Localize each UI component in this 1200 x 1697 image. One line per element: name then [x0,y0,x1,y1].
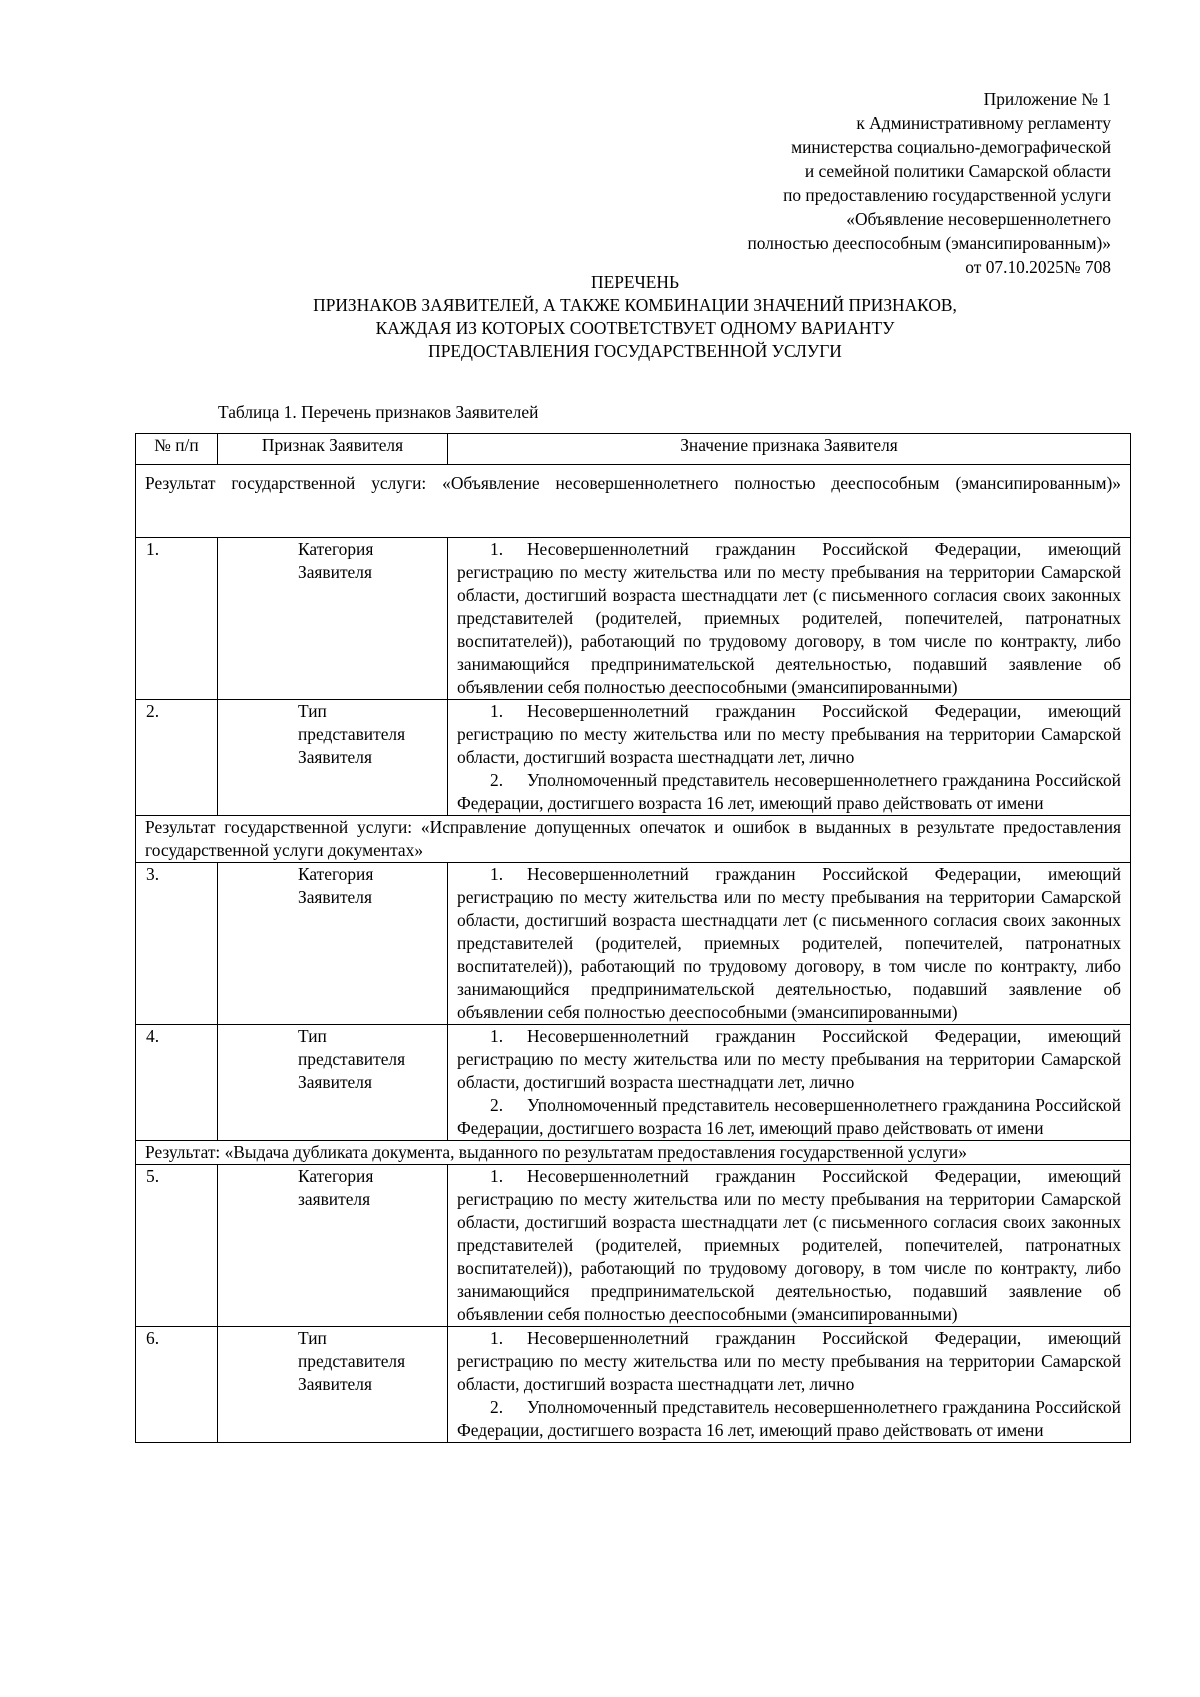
row-attribute: Категория Заявителя [218,863,448,1025]
appendix-line: Приложение № 1 [983,89,1111,109]
item-text: Несовершеннолетний гражданин Российской Федерации, имеющий регистрацию по месту жительства или по месту пребывания на территории Самарской области, достигший возраста шестнадцати лет (с письменного согласия своих законных представителей (родителей, приемных родителей, попечителей, патронатных воспитателей)), работающий по трудовому договору, в том числе по контракту, либо занимающийся предпринимательской деятельностью, подавший заявление об объявлении себя полностью дееспособными (эмансипированными) [457,539,1121,697]
item-text: Несовершеннолетний гражданин Российской Федерации, имеющий регистрацию по месту жительства или по месту пребывания на территории Самарской области, достигший возраста шестнадцати лет, лично [457,1026,1121,1092]
item-number: 1. [490,864,504,884]
row-value [448,1327,1131,1443]
appendix-line: к Административному регламенту [856,113,1111,133]
value-item [457,1025,1121,1094]
item-number: 1. [490,701,504,721]
table-header-row [136,434,1131,465]
table-caption: Таблица 1. Перечень признаков Заявителей [218,402,539,422]
item-text: Уполномоченный представитель несовершеннолетнего гражданина Российской Федерации, достигшего возраста 16 лет, имеющий право действовать от имени [457,770,1121,813]
row-number: 5. [136,1165,218,1327]
item-number: 2. [490,770,504,790]
table-row [136,1165,1131,1327]
header-attribute: Признак Заявителя [218,434,448,465]
table-row [136,1025,1131,1141]
section-row [136,465,1131,538]
item-number: 1. [490,1328,504,1348]
item-number: 2. [490,1397,504,1417]
section-row [136,816,1131,863]
title-line: КАЖДАЯ ИЗ КОТОРЫХ СООТВЕТСТВУЕТ ОДНОМУ ВАРИАНТУ [375,318,895,338]
appendix-line: полностью дееспособным (эмансипированным)» [747,233,1111,253]
item-text: Несовершеннолетний гражданин Российской Федерации, имеющий регистрацию по месту жительства или по месту пребывания на территории Самарской области, достигший возраста шестнадцати лет, лично [457,701,1121,767]
applicant-attributes-table [135,433,1131,1443]
appendix-line: министерства социально-демографической [791,137,1111,157]
row-number: 1. [136,538,218,700]
row-number: 2. [136,700,218,816]
value-item [457,1327,1121,1396]
section-title: Результат государственной услуги: «Объявление несовершеннолетнего полностью дееспособным (эмансипированным)» [136,465,1131,538]
item-number: 2. [490,1095,504,1115]
item-text: Уполномоченный представитель несовершеннолетнего гражданина Российской Федерации, достигшего возраста 16 лет, имеющий право действовать от имени [457,1397,1121,1440]
value-item [457,863,1121,1024]
value-item [457,1094,1121,1140]
item-text: Несовершеннолетний гражданин Российской Федерации, имеющий регистрацию по месту жительства или по месту пребывания на территории Самарской области, достигший возраста шестнадцати лет, лично [457,1328,1121,1394]
section-row [136,1141,1131,1165]
table-row [136,863,1131,1025]
row-number: 6. [136,1327,218,1443]
table-row [136,1327,1131,1443]
table-row [136,538,1131,700]
row-attribute: Тип представителя Заявителя [218,1025,448,1141]
item-number: 1. [490,539,504,559]
row-value [448,1025,1131,1141]
appendix-line: по предоставлению государственной услуги [783,185,1111,205]
row-attribute: Категория заявителя [218,1165,448,1327]
value-item [457,769,1121,815]
row-value [448,1165,1131,1327]
row-value [448,863,1131,1025]
appendix-block [551,87,1111,279]
item-text: Уполномоченный представитель несовершеннолетнего гражданина Российской Федерации, достигшего возраста 16 лет, имеющий право действовать от имени [457,1095,1121,1138]
title-line: ПРЕДОСТАВЛЕНИЯ ГОСУДАРСТВЕННОЙ УСЛУГИ [428,341,842,361]
appendix-line: «Объявление несовершеннолетнего [846,209,1111,229]
row-value [448,700,1131,816]
value-item [457,700,1121,769]
item-number: 1. [490,1026,504,1046]
header-value: Значение признака Заявителя [448,434,1131,465]
appendix-line: и семейной политики Самарской области [804,161,1111,181]
header-number: № п/п [136,434,218,465]
row-number: 4. [136,1025,218,1141]
item-text: Несовершеннолетний гражданин Российской Федерации, имеющий регистрацию по месту жительства или по месту пребывания на территории Самарской области, достигший возраста шестнадцати лет (с письменного согласия своих законных представителей (родителей, приемных родителей, попечителей, патронатных воспитателей)), работающий по трудовому договору, в том числе по контракту, либо занимающийся предпринимательской деятельностью, подавший заявление об объявлении себя полностью дееспособными (эмансипированными) [457,864,1121,1022]
item-text: Несовершеннолетний гражданин Российской Федерации, имеющий регистрацию по месту жительства или по месту пребывания на территории Самарской области, достигший возраста шестнадцати лет (с письменного согласия своих законных представителей (родителей, приемных родителей, попечителей, патронатных воспитателей)), работающий по трудовому договору, в том числе по контракту, либо занимающийся предпринимательской деятельностью, подавший заявление об объявлении себя полностью дееспособными (эмансипированными) [457,1166,1121,1324]
section-title: Результат государственной услуги: «Исправление допущенных опечаток и ошибок в выданных в результате предоставления государственной услуги документах» [136,816,1131,863]
row-number: 3. [136,863,218,1025]
row-attribute: Категория Заявителя [218,538,448,700]
document-title [135,271,1135,363]
row-attribute: Тип представителя Заявителя [218,700,448,816]
item-number: 1. [490,1166,504,1186]
value-item [457,1396,1121,1442]
appendix-line: от 07.10.2025№ 708 [965,257,1111,277]
title-line: ПЕРЕЧЕНЬ [591,272,679,292]
section-title: Результат: «Выдача дубликата документа, выданного по результатам предоставления государственной услуги» [136,1141,1131,1165]
table-row [136,700,1131,816]
value-item [457,1165,1121,1326]
value-item [457,538,1121,699]
title-line: ПРИЗНАКОВ ЗАЯВИТЕЛЕЙ, А ТАКЖЕ КОМБИНАЦИИ ЗНАЧЕНИЙ ПРИЗНАКОВ, [313,295,957,315]
row-attribute: Тип представителя Заявителя [218,1327,448,1443]
row-value [448,538,1131,700]
